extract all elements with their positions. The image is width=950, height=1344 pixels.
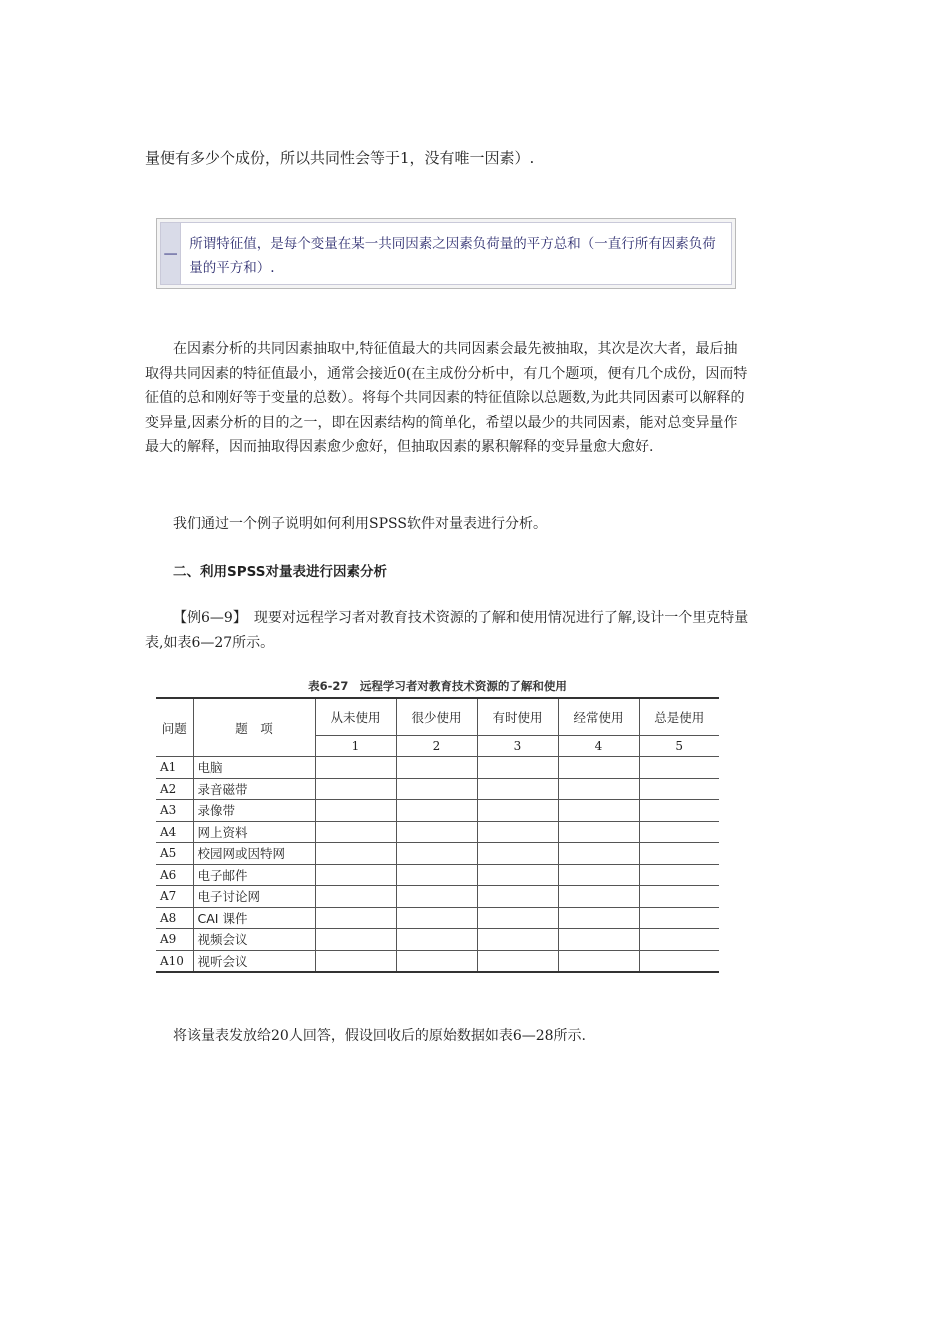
row-code: A7 [156, 886, 193, 908]
table-cell [558, 907, 639, 929]
table-cell [396, 800, 477, 822]
table-cell [477, 929, 558, 951]
table-cell [639, 929, 719, 951]
row-item: 视听会议 [193, 950, 315, 972]
table-cell [315, 821, 396, 843]
table-row [156, 929, 719, 951]
table-cell [396, 950, 477, 972]
row-item: 录像带 [193, 800, 315, 822]
table-cell [477, 800, 558, 822]
table-cell [315, 800, 396, 822]
table-cell [558, 843, 639, 865]
table-cell [315, 907, 396, 929]
row-code: A9 [156, 929, 193, 951]
table-cell [558, 778, 639, 800]
paragraph-continued: 量便有多少个成份，所以共同性会等于1，没有唯一因素）. [145, 149, 535, 167]
table-title: 表6-27 远程学习者对教育技术资源的了解和使用 [308, 679, 567, 693]
table-cell [639, 907, 719, 929]
row-code: A4 [156, 821, 193, 843]
table-cell [477, 864, 558, 886]
note-dash-icon: — [161, 223, 181, 284]
header-scale-label: 有时使用 [477, 698, 558, 736]
row-code: A10 [156, 950, 193, 972]
row-code: A5 [156, 843, 193, 865]
table-cell [315, 757, 396, 779]
table-cell [639, 843, 719, 865]
table-cell [396, 843, 477, 865]
table-cell [315, 843, 396, 865]
survey-table [156, 697, 719, 973]
table-cell [639, 778, 719, 800]
table-cell [639, 821, 719, 843]
definition-note-inner [160, 222, 732, 285]
header-scale-value: 3 [477, 736, 558, 757]
header-scale-label: 从未使用 [315, 698, 396, 736]
paragraph-eigenvalue: 在因素分析的共同因素抽取中,特征值最大的共同因素会最先被抽取，其次是次大者，最后抽取得共同因素的特征值最小，通常会接近0(在主成份分析中，有几个题项，便有几个成份，因而特征值的总和刚好等于变量的总数）。将每个共同因素的特征值除以总题数,为此共同因素可以解释的变异量,因素分析的目的之一，即在因素结构的简单化，希望以最少的共同因素，能对总变异量作最大的解释，因而抽取得因素愈少愈好，但抽取因素的累积解释的变异量愈大愈好. [145, 341, 748, 455]
table-cell [315, 929, 396, 951]
row-code: A2 [156, 778, 193, 800]
row-item: 电子讨论网 [193, 886, 315, 908]
paragraph-example-intro: 我们通过一个例子说明如何利用SPSS软件对量表进行分析。 [173, 516, 547, 532]
row-code: A1 [156, 757, 193, 779]
table-row [156, 778, 719, 800]
row-item: 视频会议 [193, 929, 315, 951]
table-cell [315, 778, 396, 800]
header-scale-label: 经常使用 [558, 698, 639, 736]
table-cell [396, 886, 477, 908]
table-row [156, 800, 719, 822]
table-cell [639, 757, 719, 779]
table-cell [477, 821, 558, 843]
table-cell [477, 843, 558, 865]
table-row [156, 886, 719, 908]
table-cell [558, 757, 639, 779]
table-cell [477, 907, 558, 929]
table-row [156, 864, 719, 886]
table-cell [558, 800, 639, 822]
table-row [156, 843, 719, 865]
table-cell [396, 821, 477, 843]
table-cell [558, 950, 639, 972]
header-scale-label: 总是使用 [639, 698, 719, 736]
table-cell [558, 864, 639, 886]
row-item: CAI 课件 [193, 907, 315, 929]
paragraph-example: 【例6—9】 现要对远程学习者对教育技术资源的了解和使用情况进行了解,设计一个里克特量表,如表6—27所示。 [145, 610, 749, 651]
table-cell [558, 821, 639, 843]
header-question: 问题 [156, 698, 193, 757]
header-item: 题 项 [193, 698, 315, 757]
table-row [156, 907, 719, 929]
row-item: 网上资料 [193, 821, 315, 843]
table-row [156, 821, 719, 843]
header-scale-value: 2 [396, 736, 477, 757]
header-scale-value: 4 [558, 736, 639, 757]
paragraph-followup: 将该量表发放给20人回答，假设回收后的原始数据如表6—28所示. [173, 1028, 586, 1044]
table-cell [639, 800, 719, 822]
table-cell [639, 950, 719, 972]
row-code: A8 [156, 907, 193, 929]
table-cell [558, 886, 639, 908]
row-item: 电脑 [193, 757, 315, 779]
table-row [156, 757, 719, 779]
table-cell [639, 864, 719, 886]
note-text: 所谓特征值，是每个变量在某一共同因素之因素负荷量的平方总和（一直行所有因素负荷量的平方和）. [189, 236, 716, 276]
table-cell [639, 886, 719, 908]
table-cell [477, 950, 558, 972]
row-code: A6 [156, 864, 193, 886]
row-item: 电子邮件 [193, 864, 315, 886]
table-cell [315, 950, 396, 972]
table-cell [558, 929, 639, 951]
table-cell [396, 778, 477, 800]
header-scale-label: 很少使用 [396, 698, 477, 736]
table-cell [315, 886, 396, 908]
table-cell [477, 778, 558, 800]
section-heading: 二、利用SPSS对量表进行因素分析 [173, 564, 387, 580]
row-item: 校园网或因特网 [193, 843, 315, 865]
header-scale-value: 5 [639, 736, 719, 757]
table-cell [396, 757, 477, 779]
table-cell [477, 757, 558, 779]
header-scale-value: 1 [315, 736, 396, 757]
table-cell [315, 864, 396, 886]
row-code: A3 [156, 800, 193, 822]
table-cell [396, 929, 477, 951]
table-cell [477, 886, 558, 908]
definition-note [156, 218, 736, 289]
table-cell [396, 864, 477, 886]
row-item: 录音磁带 [193, 778, 315, 800]
table-row [156, 950, 719, 972]
table-cell [396, 907, 477, 929]
